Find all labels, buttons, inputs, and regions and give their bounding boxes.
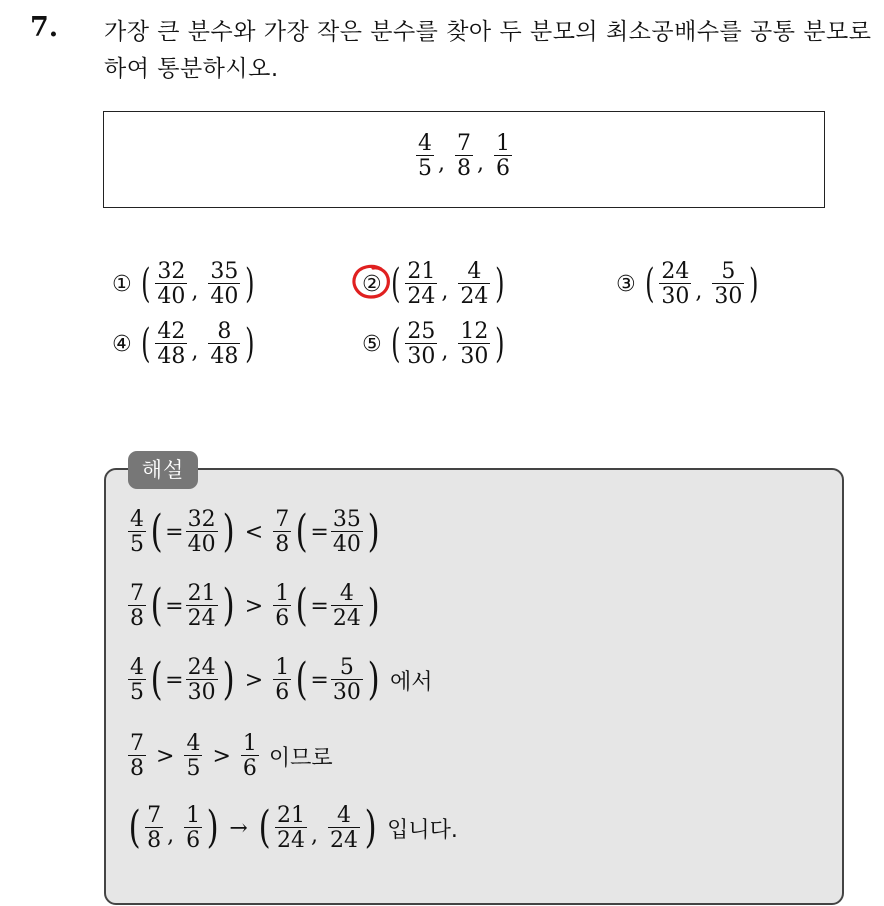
given-fractions: $\frac{4}{5}$ , $\frac{7}{8}$ , $\frac{1}{6}$	[418, 131, 510, 182]
given-fractions-box	[103, 111, 825, 208]
solution-line-3: $\frac{4}{5}$ ( = $\frac{24}{30}$ ) > $\frac{1}{6}$ ( = $\frac{5}{30}$ ) 에서	[130, 654, 433, 706]
question-text: 가장 큰 분수와 가장 작은 분수를 찾아 두 분모의 최소공배수를 공통 분모로 하여 통분하시오.	[104, 19, 872, 82]
solution-line-5: ( $\frac{7}{8}$ , $\frac{1}{6}$ ) → ( $\frac{21}{24}$ , $\frac{4}{24}$ ) 입니다.	[128, 802, 458, 854]
question-number: 7.	[30, 12, 59, 43]
option-label: ⑤	[362, 331, 382, 357]
solution-line-2: $\frac{7}{8}$ ( = $\frac{21}{24}$ ) > $\frac{1}{6}$ ( = $\frac{4}{24}$ )	[130, 580, 380, 632]
option-3[interactable]: ③ ( $\frac{24}{30}$ , $\frac{5}{30}$ )	[616, 259, 759, 310]
option-label: ④	[112, 331, 132, 357]
option-label: ③	[616, 271, 636, 297]
option-5[interactable]: ⑤ ( $\frac{25}{30}$ , $\frac{12}{30}$ )	[362, 319, 505, 370]
solution-line-4: $\frac{7}{8}$ > $\frac{4}{5}$ > $\frac{1}{6}$ 이므로	[130, 731, 333, 782]
given-fraction: $\frac{1}{6}$	[496, 131, 510, 182]
given-fraction: $\frac{4}{5}$	[418, 131, 432, 182]
solution-line-1: $\frac{4}{5}$ ( = $\frac{32}{40}$ ) < $\frac{7}{8}$ ( = $\frac{35}{40}$ )	[130, 506, 380, 558]
option-4[interactable]: ④ ( $\frac{42}{48}$ , $\frac{8}{48}$ )	[112, 319, 255, 370]
solution-tag: 해설	[128, 451, 198, 489]
given-fraction: $\frac{7}{8}$	[457, 131, 471, 182]
option-label: ②	[362, 271, 382, 297]
option-2[interactable]: ② ( $\frac{21}{24}$ , $\frac{4}{24}$ )	[362, 259, 505, 310]
option-label: ①	[112, 271, 132, 297]
answer-mark-circle	[351, 264, 393, 300]
option-1[interactable]: ① ( $\frac{32}{40}$ , $\frac{35}{40}$ )	[112, 259, 255, 310]
